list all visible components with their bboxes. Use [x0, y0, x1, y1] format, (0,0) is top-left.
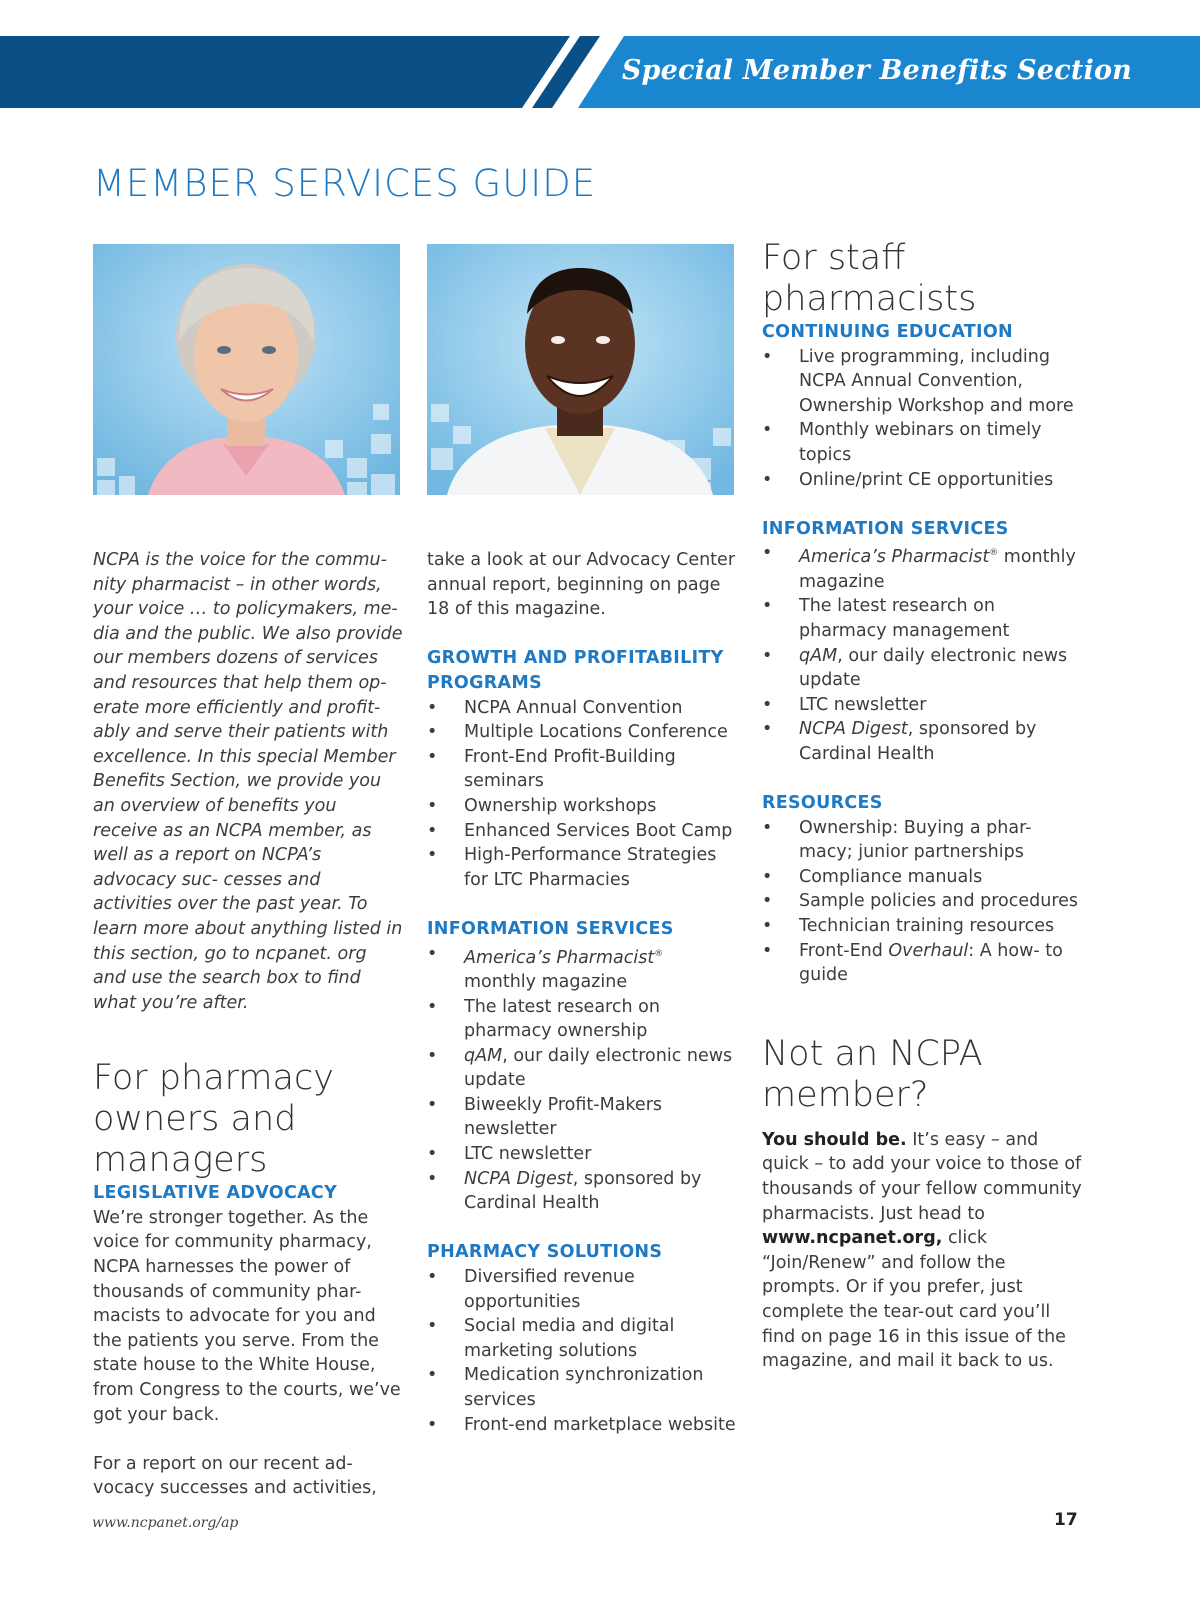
list-item: • NCPA Annual Convention	[427, 697, 683, 718]
footer-url: www.ncpanet.org/ap	[92, 1515, 239, 1531]
staff-info-heading: INFORMATION SERVICES	[762, 518, 1009, 539]
list-item: • Compliance manuals	[762, 866, 983, 887]
pharmacy-solutions-list	[427, 1265, 737, 1437]
list-item: • LTC newsletter	[427, 1144, 592, 1165]
list-item: • NCPA Digest, sponsored by Cardinal Health	[762, 719, 1037, 764]
column-1	[93, 548, 403, 1501]
growth-heading: GROWTH AND PROFITABILITY PROGRAMS	[427, 648, 724, 693]
page-number: 17	[1054, 1510, 1078, 1530]
ce-list	[762, 345, 1082, 493]
list-item: • Ownership workshops	[427, 795, 657, 816]
list-item: • Front-End Profit-Building seminars	[427, 746, 676, 792]
pharmacy-solutions-heading: PHARMACY SOLUTIONS	[427, 1242, 663, 1263]
legislative-heading: LEGISLATIVE ADVOCACY	[93, 1183, 338, 1204]
list-item: • Front-end marketplace website	[427, 1414, 736, 1435]
ncpanet-link[interactable]: www.ncpanet.org,	[762, 1228, 943, 1249]
growth-list	[427, 696, 737, 893]
page-title: MEMBER SERVICES GUIDE	[93, 162, 597, 205]
info-services-heading: INFORMATION SERVICES	[427, 918, 674, 939]
list-item: • Monthly webinars on timely topics	[762, 420, 1042, 465]
list-item: • LTC newsletter	[762, 694, 927, 715]
list-item: • The latest research on pharmacy ownership	[427, 996, 660, 1042]
owners-heading: For pharmacy owners and managers	[93, 1058, 334, 1181]
intro-paragraph: NCPA is the voice for the commu- nity pharmacist – in other words, your voice … to policymakers, me- dia and the public. We also provide our members dozens of services and resources that help them op- erate more efficiently and profit- ably and serve their patients with excellence. In this special Member Benefits Section, we provide you an overview of benefits you receive as an NCPA member, as well as a report on NCPA’s advocacy suc- cesses and activities over the past year. To learn more about anything listed in this section, go to ncpanet. org and use the search box to find what you’re after.	[93, 550, 403, 1013]
list-item: • Sample policies and procedures	[762, 891, 1079, 912]
list-item: • America’s Pharmacist® monthly magazine	[762, 543, 1076, 592]
list-item: • Ownership: Buying a phar- macy; junior partnerships	[762, 817, 1032, 863]
advocacy-report-text: For a report on our recent ad- vocacy successes and activities,	[93, 1453, 377, 1499]
list-item: • qAM, our daily electronic news update	[762, 645, 1068, 691]
column-3	[762, 238, 1082, 1374]
list-item: • High-Performance Strategies for LTC Pharmacies	[427, 845, 717, 890]
list-item: • The latest research on pharmacy management	[762, 596, 1010, 641]
nonmember-body: You should be. It’s easy – and quick – to add your voice to those of thousands of your fellow community pharmacists. Just head to www.ncpanet.org, click “Join/Renew” and follow the prompts. Or if you prefer, just complete the tear-out card you’ll find on page 16 in this issue of the magazine, and mail it back to us.	[762, 1129, 1082, 1372]
list-item: • Live programming, including NCPA Annual Convention, Ownership Workshop and more	[762, 346, 1074, 416]
list-item: • Medication synchronization services	[427, 1365, 704, 1411]
column-2	[427, 548, 737, 1437]
list-item: • Enhanced Services Boot Camp	[427, 820, 733, 841]
banner-title: Special Member Benefits Section	[621, 55, 1132, 86]
older-woman-photo	[93, 244, 400, 495]
info-services-list	[427, 942, 737, 1216]
pharmacist-man-photo	[427, 244, 734, 495]
list-item: • Technician training resources	[762, 916, 1055, 937]
staff-info-list	[762, 541, 1082, 766]
resources-heading: RESOURCES	[762, 793, 883, 814]
section-banner	[0, 36, 1200, 108]
list-item: • Diversified revenue opportunities	[427, 1267, 635, 1312]
list-item: • Online/print CE opportunities	[762, 469, 1054, 490]
list-item: • Social media and digital marketing solutions	[427, 1316, 675, 1361]
staff-heading: For staff pharmacists	[762, 238, 977, 319]
list-item: • Multiple Locations Conference	[427, 722, 728, 743]
nonmember-heading: Not an NCPA member?	[762, 1033, 983, 1115]
legislative-body: We’re stronger together. As the voice for community pharmacy, NCPA harnesses the power of thousands of community phar- macists to advocate for you and the patients you serve. From the state house to the White House, from Congress to the courts, we’ve got your back.	[93, 1207, 401, 1425]
list-item: • America’s Pharmacist® monthly magazine	[427, 943, 664, 992]
resources-list	[762, 816, 1082, 988]
list-item: • Biweekly Profit-Makers newsletter	[427, 1094, 663, 1140]
list-item: • NCPA Digest, sponsored by Cardinal Health	[427, 1168, 702, 1214]
list-item: • Front-End Overhaul: A how- to guide	[762, 940, 1063, 986]
ce-heading: CONTINUING EDUCATION	[762, 322, 1013, 342]
list-item: • qAM, our daily electronic news update	[427, 1045, 733, 1091]
advocacy-continued-text: take a look at our Advocacy Center annual report, beginning on page 18 of this magazine.	[427, 550, 736, 620]
